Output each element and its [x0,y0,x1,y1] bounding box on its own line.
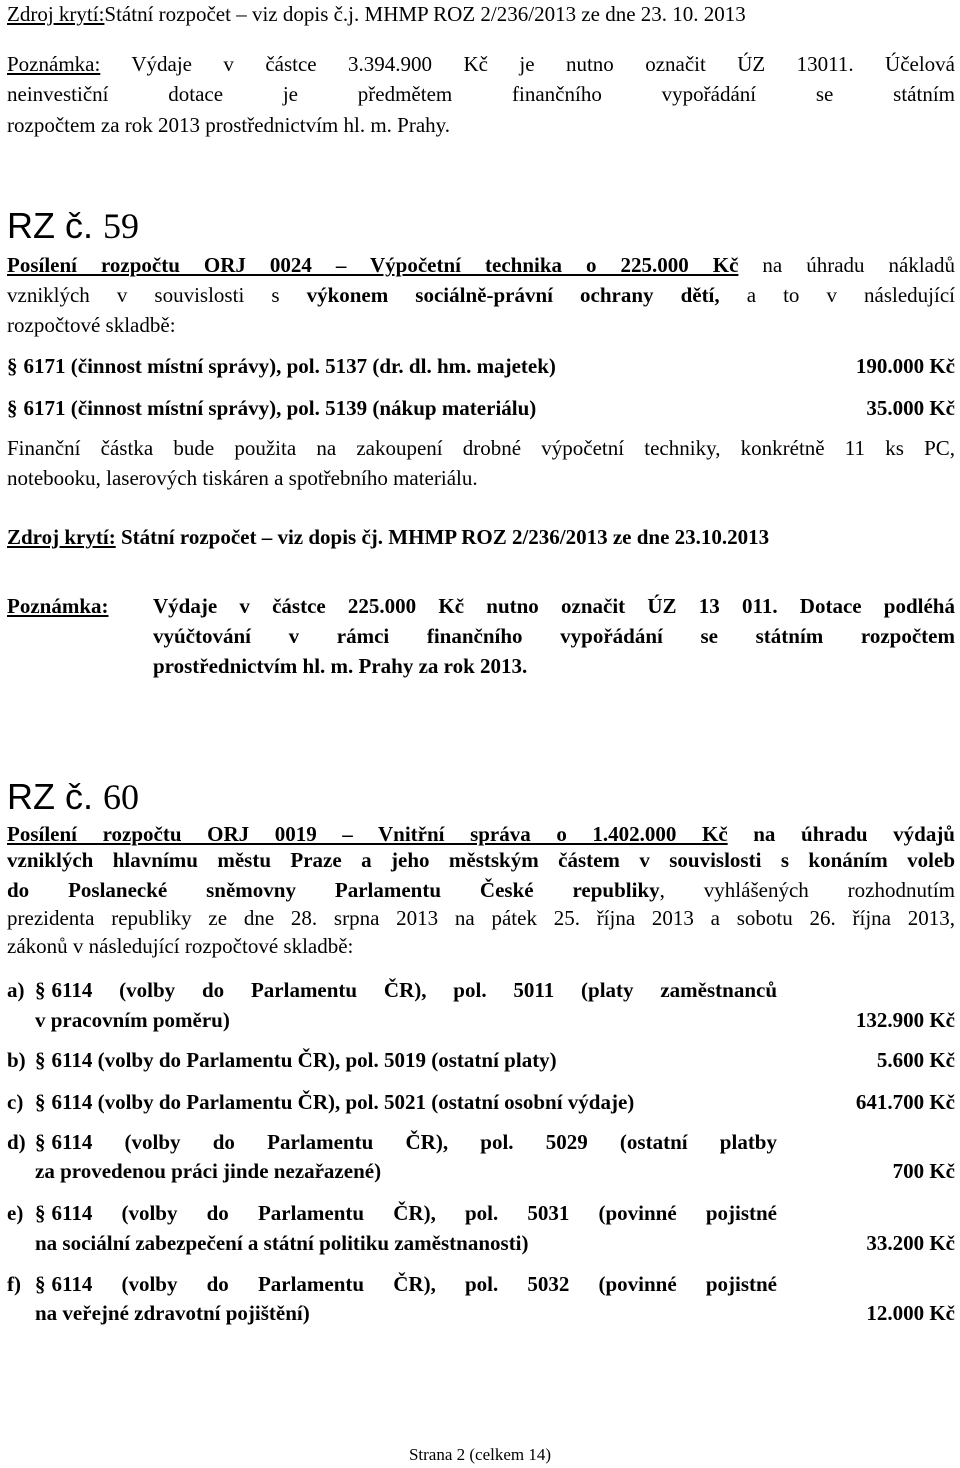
rz59-heading-prefix: RZ č. [7,205,93,246]
rz59-poznamka-line2: vyúčtování v rámci finančního vypořádání se státním rozpočtem [153,624,955,648]
rz60-item-b [7,1046,777,1074]
rz60-item-b-amount: 5.600 Kč [876,1048,955,1072]
rz59-line1 [7,251,955,279]
rz59-desc-line2: notebooku, laserových tiskáren a spotřebního materiálu. [7,466,478,490]
rz60-item-a-line1: 6114 (volby do Parlamentu ČR), pol. 5011 (platy zaměstnanců [51,978,777,1002]
rz60-item-f-label: f) [7,1272,21,1296]
rz60-line2: vzniklých hlavnímu městu Praze a jeho městským částem v souvislosti s konáním voleb [7,848,955,872]
section-sign-icon: § [35,1090,46,1114]
top-poznamka-line1 [7,50,955,78]
rz59-heading-number: 59 [103,206,140,246]
top-zdroj-text: Státní rozpočet – viz dopis č.j. MHMP ROZ 2/236/2013 ze dne 23. 10. 2013 [104,2,746,26]
rz60-item-f [7,1270,777,1298]
rz59-poznamka-line3: prostřednictvím hl. m. Prahy za rok 2013. [153,654,528,678]
rz59-item-2 [7,394,955,422]
rz59-line1-lead: Posílení rozpočtu ORJ 0024 – Výpočetní technika o 225.000 Kč [7,253,739,277]
rz59-zdroj-text: Státní rozpočet – viz dopis čj. MHMP ROZ 2/236/2013 ze dne 23.10.2013 [120,525,770,549]
rz60-item-c-line1: 6114 (volby do Parlamentu ČR), pol. 5021 (ostatní osobní výdaje) [51,1090,635,1114]
rz59-poznamka-label: Poznámka: [7,594,109,618]
top-poznamka-label: Poznámka: [7,52,101,76]
rz60-item-b-label: b) [7,1048,26,1072]
rz60-item-e [7,1199,777,1227]
top-poznamka-line2: neinvestiční dotace je předmětem finančního vypořádání se státním [7,82,955,106]
rz59-poznamka-label-line [7,592,109,620]
top-zdroj-label: Zdroj krytí: [7,2,105,26]
section-sign-icon: § [35,1272,46,1296]
rz59-line2-c: a to v následující [746,283,956,307]
rz60-item-c [7,1088,777,1116]
rz59-heading [7,206,139,246]
rz60-heading-number: 60 [103,777,140,817]
page-footer: Strana 2 (celkem 14) [408,1445,552,1464]
rz60-line3 [7,876,955,904]
rz60-heading [7,777,139,817]
rz60-line1 [7,820,955,848]
rz60-item-a-amount: 132.900 Kč [855,1008,955,1032]
rz60-item-e-label: e) [7,1201,24,1225]
rz60-line3-tail: , vyhlášených rozhodnutím [659,878,955,902]
rz60-item-e-amount: 33.200 Kč [866,1231,955,1255]
rz59-item-2-text: 6171 (činnost místní správy), pol. 5139 (nákup materiálu) [23,396,537,420]
rz60-item-d-line2: za provedenou práci jinde nezařazené) [35,1159,382,1183]
rz60-line4: prezidenta republiky ze dne 28. srpna 2013 na pátek 25. října 2013 a sobotu 26. října 2013, [7,906,955,930]
rz60-item-d-amount: 700 Kč [892,1159,955,1183]
rz59-line2-a: vzniklých v souvislosti s [7,283,280,307]
rz60-item-a [7,976,777,1004]
rz60-item-c-label: c) [7,1090,24,1114]
rz59-line2 [7,281,955,309]
rz60-item-a-label: a) [7,978,25,1002]
rz59-item-1-amount: 190.000 Kč [855,354,955,378]
rz59-poznamka-line1: Výdaje v částce 225.000 Kč nutno označit ÚZ 13 011. Dotace podléhá [153,594,955,618]
rz60-line3-bold: do Poslanecké sněmovny Parlamentu České republiky [7,878,660,902]
rz60-item-e-line1: 6114 (volby do Parlamentu ČR), pol. 5031 (povinné pojistné [51,1201,777,1225]
rz59-item-2-amount: 35.000 Kč [866,396,955,420]
section-sign-icon: § [35,978,46,1002]
rz59-item-1 [7,352,955,380]
rz60-item-d-line1: 6114 (volby do Parlamentu ČR), pol. 5029 (ostatní platby [51,1130,777,1154]
section-sign-icon: § [35,1130,46,1154]
rz59-line3: rozpočtové skladbě: [7,313,176,337]
rz60-item-e-line2: na sociální zabezpečení a státní politiku zaměstnanosti) [35,1231,529,1255]
top-zdroj-line [7,0,955,28]
rz59-item-1-text: 6171 (činnost místní správy), pol. 5137 (dr. dl. hm. majetek) [23,354,556,378]
rz60-item-c-amount: 641.700 Kč [855,1090,955,1114]
rz59-zdroj-label: Zdroj krytí: [7,525,116,549]
rz60-item-f-amount: 12.000 Kč [866,1301,955,1325]
top-poznamka-line3: rozpočtem za rok 2013 prostřednictvím hl. m. Prahy. [7,113,451,137]
section-sign-icon: § [35,1048,46,1072]
rz60-line5: zákonů v následující rozpočtové skladbě: [7,934,354,958]
top-poznamka-text1: Výdaje v částce 3.394.900 Kč je nutno označit ÚZ 13011. Účelová [131,52,956,76]
rz60-item-b-line1: 6114 (volby do Parlamentu ČR), pol. 5019 (ostatní platy) [51,1048,557,1072]
rz60-line1-lead: Posílení rozpočtu ORJ 0019 – Vnitřní správa o 1.402.000 Kč [7,822,728,846]
section-sign-icon: § [35,1201,46,1225]
rz60-line1-tail: na úhradu výdajů [753,822,955,846]
rz60-item-f-line2: na veřejné zdravotní pojištění) [35,1301,310,1325]
rz59-line1-tail: na úhradu nákladů [762,253,956,277]
rz59-zdroj-line [7,523,955,551]
section-sign-icon: § [7,354,18,378]
rz60-item-d-label: d) [7,1130,26,1154]
rz59-desc-line1: Finanční částka bude použita na zakoupení drobné výpočetní techniky, konkrétně 11 ks PC, [7,436,955,460]
section-sign-icon: § [7,396,18,420]
rz60-heading-prefix: RZ č. [7,776,93,817]
rz59-line2-b: výkonem sociálně-právní ochrany dětí, [306,283,720,307]
rz60-item-d [7,1128,777,1156]
rz60-item-a-line2: v pracovním poměru) [35,1008,230,1032]
rz60-item-f-line1: 6114 (volby do Parlamentu ČR), pol. 5032 (povinné pojistné [51,1272,777,1296]
